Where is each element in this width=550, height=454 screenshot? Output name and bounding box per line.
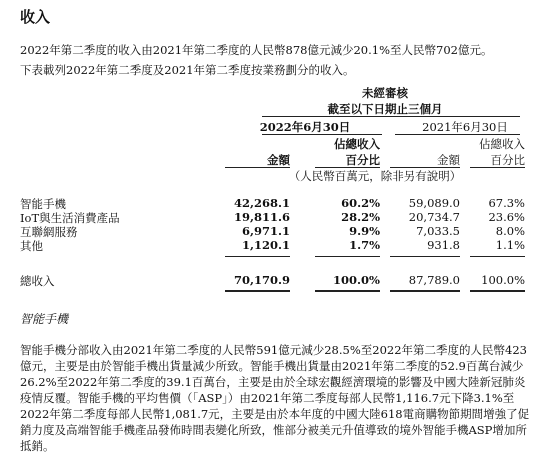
row-label: 智能手機 [20, 197, 66, 211]
amount-2021: 20,734.7 [408, 210, 460, 224]
total-pct-2022: 100.0% [333, 273, 380, 287]
total-double-rule [315, 290, 380, 292]
pct-2021: 23.6% [488, 210, 525, 224]
row-label: 其他 [20, 239, 43, 253]
table-caption-period: 截至以下日期止三個月 [327, 102, 443, 116]
smartphone-subtitle: 智能手機 [20, 312, 69, 326]
amount-2021: 931.8 [427, 238, 460, 252]
subtotal-rule [390, 256, 460, 257]
total-amount-2022: 70,170.9 [233, 273, 290, 287]
intro-paragraph [20, 40, 492, 80]
amount-2021: 7,033.5 [416, 224, 460, 238]
smartphone-paragraph: 智能手機分部收入由2021年第二季度的人民幣591億元減少28.5%至2022年第二季度的人民幣423億元，主要是由於智能手機出貨量減少所致。智能手機出貨量由2021年第二季度的52.9百萬台減少26.2%至2022年第二季度的39.1百萬台，主要是由於全球宏觀經濟環境的影響及中國大陸新冠肺炎疫情反覆。智能手機的平均售價（「ASP」）由2021年第二季度每部人民幣1,116.7元下降3.1%至2022年第二季度每部人民幣1,081.7元，主要是由於本年度的中國大陸618電商購物節期間增強了促銷力度及高端智能手機產品發佈時間表變化所致，惟部分被美元升值導致的境外智能手機ASP增加所抵銷。 [20, 343, 530, 453]
intro-line: 2022年第二季度的收入由2021年第二季度的人民幣878億元減少20.1%至人民幣702億元。 [20, 43, 493, 57]
units-note: （人民幣百萬元，除非另有說明） [288, 169, 462, 183]
subtotal-rule [315, 256, 380, 257]
pct-2021: 1.1% [495, 238, 525, 252]
row-label: IoT與生活消費產品 [20, 211, 120, 225]
row-label: 互聯網服務 [20, 225, 78, 239]
period-2022-rule [262, 134, 382, 135]
amount-2021: 59,089.0 [408, 196, 460, 210]
col-amount-2022: 金額 [267, 153, 290, 167]
col-pct-2021-line1: 佔總收入 [479, 137, 525, 151]
pct-2021: 8.0% [495, 224, 525, 238]
amount-2022: 19,811.6 [233, 210, 290, 224]
total-pct-2021: 100.0% [481, 273, 525, 287]
pct-2022: 9.9% [349, 224, 380, 238]
section-title: 收入 [20, 8, 51, 26]
pct-2022: 28.2% [341, 210, 380, 224]
amount-2022: 6,971.1 [241, 224, 290, 238]
pct-2022: 1.7% [349, 238, 380, 252]
subtotal-rule [225, 256, 290, 257]
col-pct-2022-line2: 百分比 [345, 153, 380, 167]
col-amount-2021: 金額 [437, 153, 460, 167]
period-2021-header: 2021年6月30日 [422, 120, 508, 134]
table-caption-unaudited: 未經審核 [362, 86, 408, 100]
intro-line: 下表載列2022年第二季度及2021年第二季度按業務劃分的收入。 [20, 63, 355, 77]
col-pct-2022-line1: 佔總收入 [334, 137, 380, 151]
total-label: 總收入 [20, 274, 55, 288]
period-2022-header: 2022年6月30日 [259, 120, 351, 134]
amount-2022: 42,268.1 [233, 196, 290, 210]
total-double-rule [470, 290, 525, 292]
col-pct-2021-line2: 百分比 [490, 153, 525, 167]
amount-2022: 1,120.1 [241, 238, 290, 252]
period-2021-rule [395, 134, 520, 135]
subtotal-rule [470, 256, 525, 257]
pct-2021: 67.3% [488, 196, 525, 210]
total-double-rule [390, 290, 460, 292]
total-double-rule [225, 290, 290, 292]
total-amount-2021: 87,789.0 [408, 273, 460, 287]
header-rule [262, 116, 520, 117]
pct-2022: 60.2% [341, 196, 380, 210]
